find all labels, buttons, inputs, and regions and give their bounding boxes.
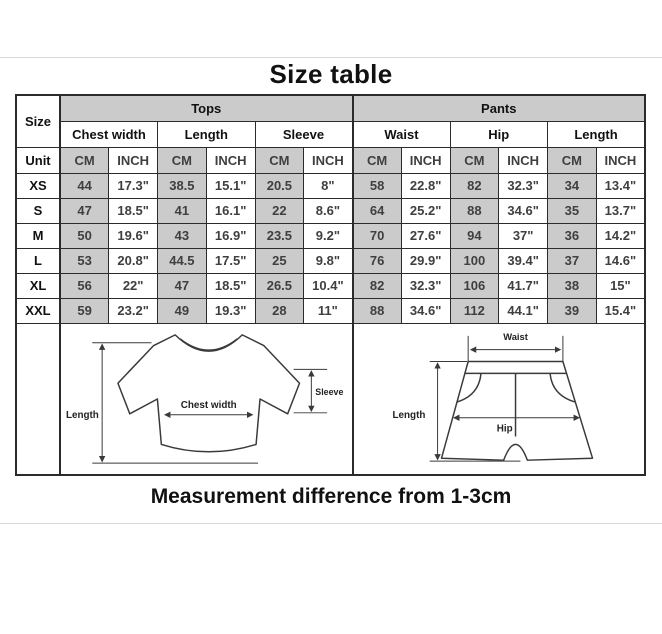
size-value-cell: 49 (158, 298, 207, 323)
waist-label: Waist (502, 331, 528, 342)
size-value-cell: 29.9" (401, 248, 450, 273)
size-value-cell: 88 (450, 198, 499, 223)
size-value-cell: 43 (158, 223, 207, 248)
row-size-label: XXL (16, 298, 60, 323)
size-value-cell: 14.2" (596, 223, 645, 248)
size-value-cell: 13.4" (596, 173, 645, 198)
size-value-cell: 64 (353, 198, 402, 223)
size-value-cell: 32.3" (499, 173, 548, 198)
size-value-cell: 9.2" (304, 223, 353, 248)
size-value-cell: 88 (353, 298, 402, 323)
size-value-cell: 56 (60, 273, 109, 298)
size-value-cell: 41 (158, 198, 207, 223)
unit-cell: INCH (109, 147, 158, 173)
size-value-cell: 22.8" (401, 173, 450, 198)
size-value-cell: 53 (60, 248, 109, 273)
size-value-cell: 44.1" (499, 298, 548, 323)
size-value-cell: 41.7" (499, 273, 548, 298)
size-value-cell: 100 (450, 248, 499, 273)
size-value-cell: 17.5" (206, 248, 255, 273)
unit-cell: CM (60, 147, 109, 173)
bottom-divider-line (0, 523, 662, 524)
size-value-cell: 18.5" (206, 273, 255, 298)
size-row (16, 248, 645, 273)
size-value-cell: 38 (548, 273, 597, 298)
unit-cell: CM (353, 147, 402, 173)
size-value-cell: 16.1" (206, 198, 255, 223)
sleeve-label: Sleeve (315, 386, 344, 397)
unit-cell: INCH (499, 147, 548, 173)
size-value-cell: 10.4" (304, 273, 353, 298)
size-value-cell: 59 (60, 298, 109, 323)
size-value-cell: 19.6" (109, 223, 158, 248)
tshirt-measurement-diagram (61, 324, 352, 474)
size-value-cell: 8" (304, 173, 353, 198)
size-value-cell: 18.5" (109, 198, 158, 223)
row-size-label: M (16, 223, 60, 248)
unit-header-row (16, 147, 645, 173)
pants-length-label: Length (392, 409, 425, 421)
subcolumn-header-row (16, 121, 645, 147)
footer-note: Measurement difference from 1-3cm (150, 485, 512, 508)
row-size-label: XS (16, 173, 60, 198)
tops-group-header: Tops (60, 95, 353, 121)
shorts-measurement-diagram (354, 324, 645, 474)
size-value-cell: 9.8" (304, 248, 353, 273)
size-value-cell: 50 (60, 223, 109, 248)
tops-length-header: Length (158, 121, 256, 147)
size-value-cell: 28 (255, 298, 304, 323)
size-value-cell: 39.4" (499, 248, 548, 273)
size-value-cell: 76 (353, 248, 402, 273)
size-value-cell: 39 (548, 298, 597, 323)
size-value-cell: 58 (353, 173, 402, 198)
pants-group-header: Pants (353, 95, 646, 121)
size-value-cell: 35 (548, 198, 597, 223)
diagram-empty-cell (16, 323, 60, 475)
size-value-cell: 13.7" (596, 198, 645, 223)
size-value-cell: 34.6" (401, 298, 450, 323)
hip-label: Hip (496, 423, 513, 435)
size-value-cell: 25 (255, 248, 304, 273)
size-table-body (16, 173, 645, 323)
size-value-cell: 15.4" (596, 298, 645, 323)
size-value-cell: 37" (499, 223, 548, 248)
top-divider-line (0, 57, 662, 58)
pants-diagram-cell (353, 323, 646, 475)
unit-cell: CM (548, 147, 597, 173)
size-row (16, 173, 645, 198)
sleeve-header: Sleeve (255, 121, 353, 147)
size-header-cell: Size (16, 95, 60, 147)
size-value-cell: 38.5 (158, 173, 207, 198)
tshirt-collar-line (180, 339, 237, 350)
size-row (16, 298, 645, 323)
size-value-cell: 82 (450, 173, 499, 198)
size-value-cell: 82 (353, 273, 402, 298)
size-value-cell: 106 (450, 273, 499, 298)
size-value-cell: 26.5 (255, 273, 304, 298)
page-title: Size table (269, 59, 393, 89)
size-value-cell: 15.1" (206, 173, 255, 198)
unit-cell: INCH (206, 147, 255, 173)
hip-header: Hip (450, 121, 548, 147)
diagram-row (16, 323, 645, 475)
size-value-cell: 34.6" (499, 198, 548, 223)
size-value-cell: 36 (548, 223, 597, 248)
unit-cell: INCH (596, 147, 645, 173)
row-size-label: L (16, 248, 60, 273)
size-value-cell: 47 (158, 273, 207, 298)
size-value-cell: 23.5 (255, 223, 304, 248)
shorts-outline (441, 361, 592, 460)
size-value-cell: 15" (596, 273, 645, 298)
size-value-cell: 27.6" (401, 223, 450, 248)
size-value-cell: 19.3" (206, 298, 255, 323)
size-value-cell: 44 (60, 173, 109, 198)
size-value-cell: 20.5 (255, 173, 304, 198)
chest-width-label: Chest width (180, 399, 237, 411)
size-value-cell: 37 (548, 248, 597, 273)
size-value-cell: 8.6" (304, 198, 353, 223)
size-row (16, 198, 645, 223)
size-value-cell: 70 (353, 223, 402, 248)
tshirt-length-label: Length (65, 409, 99, 421)
size-value-cell: 44.5 (158, 248, 207, 273)
size-value-cell: 11" (304, 298, 353, 323)
tshirt-outline (118, 335, 300, 452)
size-value-cell: 94 (450, 223, 499, 248)
unit-cell: INCH (304, 147, 353, 173)
size-value-cell: 22 (255, 198, 304, 223)
size-value-cell: 112 (450, 298, 499, 323)
size-value-cell: 22" (109, 273, 158, 298)
size-value-cell: 20.8" (109, 248, 158, 273)
size-value-cell: 14.6" (596, 248, 645, 273)
tops-diagram-cell (60, 323, 353, 475)
size-value-cell: 25.2" (401, 198, 450, 223)
size-value-cell: 32.3" (401, 273, 450, 298)
pants-length-header: Length (548, 121, 646, 147)
unit-cell: CM (450, 147, 499, 173)
size-value-cell: 17.3" (109, 173, 158, 198)
group-header-row (16, 95, 645, 121)
unit-cell: CM (255, 147, 304, 173)
unit-cell: INCH (401, 147, 450, 173)
row-size-label: S (16, 198, 60, 223)
size-value-cell: 23.2" (109, 298, 158, 323)
size-value-cell: 34 (548, 173, 597, 198)
size-row (16, 223, 645, 248)
size-table (15, 94, 646, 476)
chest-width-header: Chest width (60, 121, 158, 147)
waist-header: Waist (353, 121, 451, 147)
unit-header-cell: Unit (16, 147, 60, 173)
unit-cell: CM (158, 147, 207, 173)
size-row (16, 273, 645, 298)
row-size-label: XL (16, 273, 60, 298)
size-value-cell: 47 (60, 198, 109, 223)
size-value-cell: 16.9" (206, 223, 255, 248)
